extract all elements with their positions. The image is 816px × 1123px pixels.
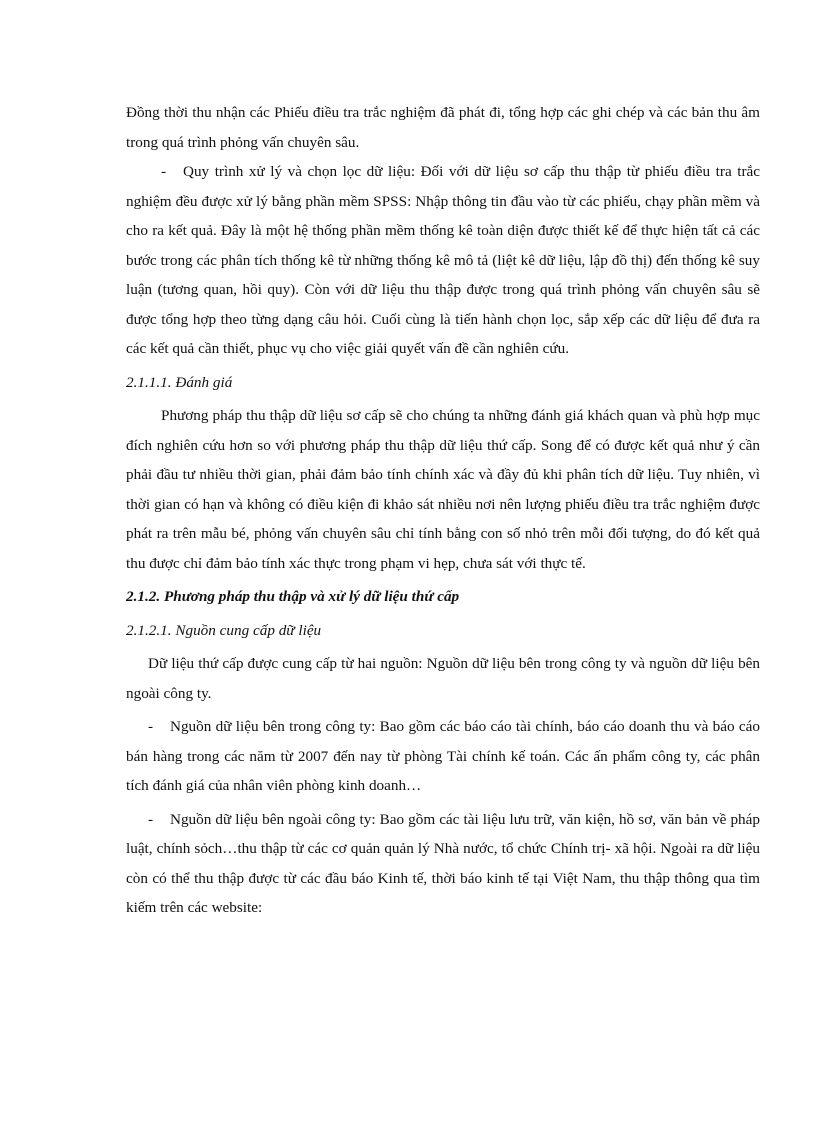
- paragraph-processing-procedure: [126, 157, 760, 364]
- paragraph-secondary-sources: Dữ liệu thứ cấp được cung cấp từ hai nguồn: Nguồn dữ liệu bên trong công ty và nguồn dữ liệu bên ngoài công ty.: [126, 655, 760, 702]
- paragraph-text: Quy trình xử lý và chọn lọc dữ liệu: Đối với dữ liệu sơ cấp thu thập từ phiếu điều tra trắc nghiệm đều được xử lý bằng phần mềm SPSS: Nhập thông tin đầu vào từ các phiếu, chạy phần mềm và cho ra kết quả. Đây là một hệ thống phần mềm thống kê toàn diện được thiết kế để thực hiện tất cả các bước trong các phân tích thống kê từ những thống kê mô tả (liệt kê dữ liệu, lập đồ thị) đến thống kê suy luận (tương quan, hồi quy). Còn với dữ liệu thu thập được trong quá trình phỏng vấn chuyên sâu sẽ được tổng hợp theo từng dạng câu hỏi. Cuối cùng là tiến hành chọn lọc, sắp xếp các dữ liệu để đưa ra các kết quả cần thiết, phục vụ cho việc giải quyết vấn đề cần nghiên cứu.: [126, 163, 760, 357]
- heading-2-1-2-1: 2.1.2.1. Nguồn cung cấp dữ liệu: [126, 621, 322, 639]
- heading-2-1-1-1: 2.1.1.1. Đánh giá: [126, 373, 233, 391]
- paragraph-text: Nguồn dữ liệu bên trong công ty: Bao gồm các báo cáo tài chính, báo cáo doanh thu và báo cáo bán hàng trong các năm từ 2007 đến nay từ phòng Tài chính kế toán. Các ấn phẩm công ty, các phân tích đánh giá của nhân viên phòng kinh doanh…: [126, 718, 760, 794]
- paragraph-text: Nguồn dữ liệu bên ngoài công ty: Bao gồm các tài liệu lưu trữ, văn kiện, hồ sơ, văn bản về pháp luật, chính sỏch…thu thập từ các cơ quản quản lý Nhà nước, tổ chức Chính trị- xã hội. Ngoài ra dữ liệu còn có thể thu thập được từ các đầu báo Kinh tế, thời báo kinh tế tại Việt Nam, thu thập thông qua tìm kiếm trên các website:: [126, 810, 760, 916]
- paragraph-evaluation: Phương pháp thu thập dữ liệu sơ cấp sẽ cho chúng ta những đánh giá khách quan và phù hợp mục đích nghiên cứu hơn so với phương pháp thu thập dữ liệu thứ cấp. Song để có được kết quả như ý cần phải đầu tư nhiều thời gian, phải đảm bảo tính chính xác và đầy đủ khi phân tích dữ liệu. Tuy nhiên, vì thời gian có hạn và không có điều kiện đi khảo sát nhiều nơi nên lượng phiếu điều tra trắc nghiệm được phát ra trên mẫu bé, phỏng vấn chuyên sâu chỉ tính bằng con số nhỏ trên mỗi đối tượng, do đó kết quả thu được chỉ đảm bảo tính xác thực trong phạm vi hẹp, chưa sát với thực tế.: [126, 407, 760, 572]
- document-page: [126, 98, 760, 923]
- paragraph-internal-sources: [126, 712, 760, 801]
- heading-2-1-2: 2.1.2. Phương pháp thu thập và xử lý dữ liệu thứ cấp: [126, 588, 460, 605]
- bullet-dash: -: [148, 810, 154, 828]
- bullet-dash: -: [161, 163, 167, 180]
- paragraph-external-sources: [126, 805, 760, 923]
- paragraph-data-collection: Đồng thời thu nhận các Phiếu điều tra trắc nghiệm đã phát đi, tổng hợp các ghi chép và các bản thu âm trong quá trình phỏng vấn chuyên sâu.: [126, 104, 760, 151]
- bullet-dash: -: [148, 718, 154, 735]
